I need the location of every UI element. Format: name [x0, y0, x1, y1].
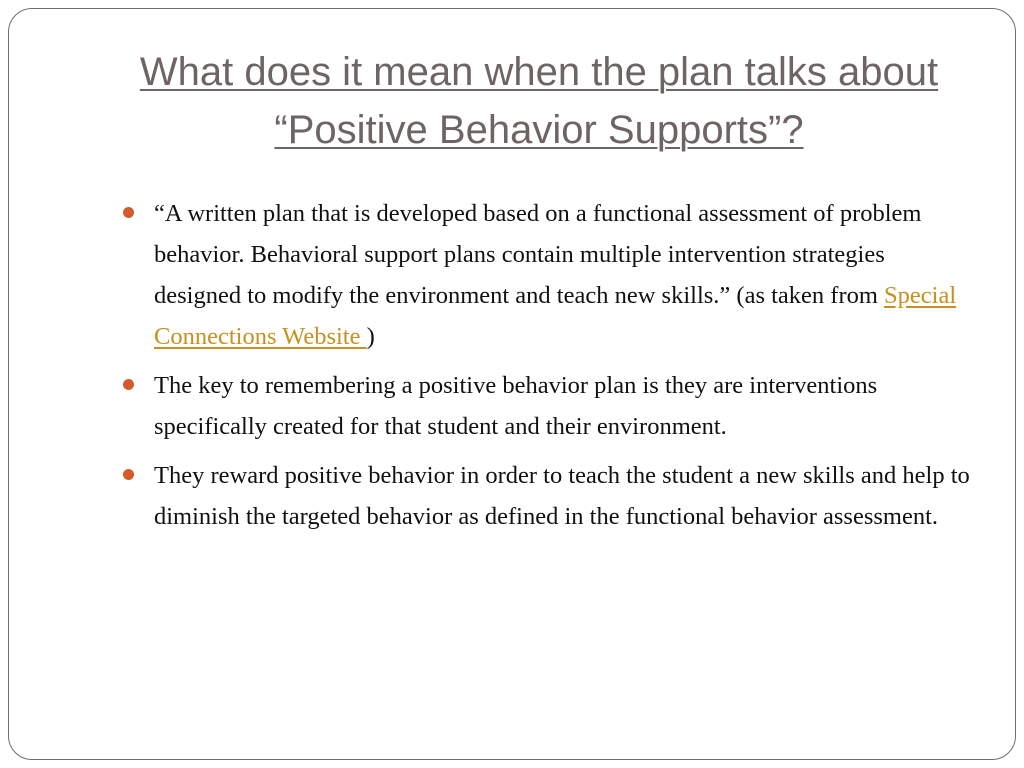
- bullet-dot-icon: [123, 207, 134, 218]
- slide-title: What does it mean when the plan talks about “Positive Behavior Supports”?: [139, 50, 939, 152]
- slide: [8, 8, 1016, 760]
- bullet-text-close: ): [366, 323, 375, 350]
- bullet-item-definition: [123, 193, 973, 357]
- bullet-dot-icon: [123, 469, 134, 480]
- bullet-dot-icon: [123, 379, 134, 390]
- special-connections-link[interactable]: Special Connections Website: [154, 282, 957, 350]
- bullet-item-reward: [123, 455, 973, 537]
- bullet-text: They reward positive behavior in order to teach the student a new skills and help to diminish the targeted behavior as defined in the functional behavior assessment.: [154, 462, 970, 530]
- bullet-item-key: [123, 365, 973, 447]
- bullet-text: The key to remembering a positive behavior plan is they are interventions specifically created for that student and their environment.: [154, 372, 878, 440]
- bullet-text: “A written plan that is developed based on a functional assessment of problem behavior. Behavioral support plans contain multiple intervention strategies designed to modify the environment and teach new skills.” (as taken from: [154, 200, 922, 309]
- bullet-list: [123, 193, 973, 545]
